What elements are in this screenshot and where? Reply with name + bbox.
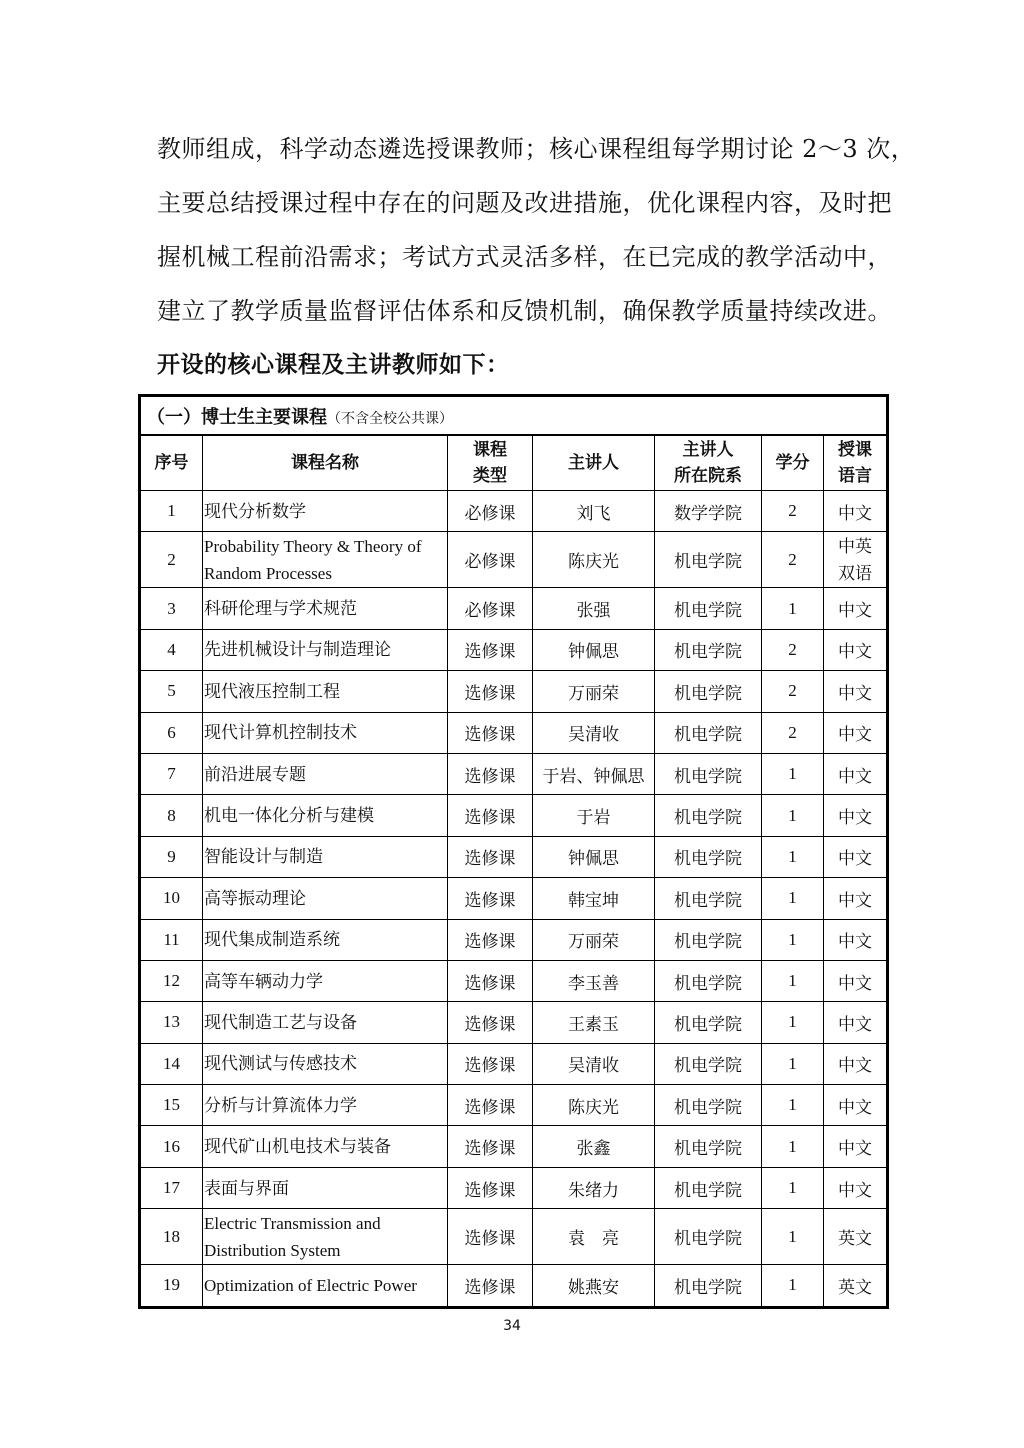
- course-type: 必修课: [448, 532, 533, 588]
- department: 数学学院: [655, 491, 762, 532]
- row-number: 11: [140, 919, 203, 960]
- column-header-line: 语言: [838, 466, 872, 486]
- course-type: 选修课: [448, 836, 533, 877]
- course-name: 科研伦理与学术规范: [203, 588, 448, 629]
- course-type: 选修课: [448, 878, 533, 919]
- course-name: 高等振动理论: [203, 878, 448, 919]
- body-paragraph: [157, 122, 916, 392]
- row-number: 1: [140, 491, 203, 532]
- column-header-line: 类型: [473, 466, 507, 486]
- course-name: 前沿进展专题: [203, 753, 448, 794]
- course-name: 高等车辆动力学: [203, 960, 448, 1001]
- table-row: [140, 588, 888, 629]
- lecturer: 吴清收: [533, 712, 655, 753]
- course-type: 选修课: [448, 1126, 533, 1167]
- column-header-line: 授课: [838, 440, 872, 460]
- course-name: 现代计算机控制技术: [203, 712, 448, 753]
- language: 英文: [824, 1265, 888, 1307]
- table-title: [140, 396, 888, 436]
- language: 中文: [824, 671, 888, 712]
- lecturer: 李玉善: [533, 960, 655, 1001]
- row-number: 6: [140, 712, 203, 753]
- row-number: 19: [140, 1265, 203, 1307]
- course-name: 分析与计算流体力学: [203, 1085, 448, 1126]
- row-number: 3: [140, 588, 203, 629]
- row-number: 15: [140, 1085, 203, 1126]
- column-header-line: 序号: [154, 453, 189, 473]
- lecturer: 张鑫: [533, 1126, 655, 1167]
- paragraph-line: 主要总结授课过程中存在的问题及改进措施，优化课程内容，及时把: [157, 189, 892, 217]
- table-row: [140, 1043, 888, 1084]
- column-header: [448, 435, 533, 491]
- column-header: [824, 435, 888, 491]
- lecturer: 钟佩思: [533, 629, 655, 670]
- credits: 1: [762, 878, 824, 919]
- lecturer: 王素玉: [533, 1002, 655, 1043]
- credits: 2: [762, 712, 824, 753]
- language: 中文: [824, 1085, 888, 1126]
- language: 中文: [824, 836, 888, 877]
- table-row: [140, 960, 888, 1001]
- department: 机电学院: [655, 919, 762, 960]
- department: 机电学院: [655, 960, 762, 1001]
- table-row: [140, 1002, 888, 1043]
- table-row: [140, 629, 888, 670]
- course-name: 表面与界面: [203, 1167, 448, 1208]
- language: 中文: [824, 712, 888, 753]
- lecturer: 万丽荣: [533, 671, 655, 712]
- course-type: 选修课: [448, 1043, 533, 1084]
- lecturer: 袁 亮: [533, 1209, 655, 1265]
- department: 机电学院: [655, 836, 762, 877]
- language: 中文: [824, 1043, 888, 1084]
- credits: 1: [762, 588, 824, 629]
- credits: 1: [762, 1002, 824, 1043]
- row-number: 4: [140, 629, 203, 670]
- row-number: 9: [140, 836, 203, 877]
- course-name: 智能设计与制造: [203, 836, 448, 877]
- course-type: 选修课: [448, 795, 533, 836]
- credits: 1: [762, 919, 824, 960]
- table-row: [140, 491, 888, 532]
- table-row: [140, 1085, 888, 1126]
- row-number: 5: [140, 671, 203, 712]
- course-type: 必修课: [448, 588, 533, 629]
- table-row: [140, 1209, 888, 1265]
- course-type: 选修课: [448, 712, 533, 753]
- credits: 1: [762, 836, 824, 877]
- department: 机电学院: [655, 629, 762, 670]
- table-row: [140, 532, 888, 588]
- language: 中文: [824, 1002, 888, 1043]
- lecturer: 于岩、钟佩思: [533, 753, 655, 794]
- department: 机电学院: [655, 588, 762, 629]
- language: 中文: [824, 753, 888, 794]
- language: 英文: [824, 1209, 888, 1265]
- course-table: [138, 394, 889, 1309]
- course-type: 选修课: [448, 1167, 533, 1208]
- department: 机电学院: [655, 1209, 762, 1265]
- department: 机电学院: [655, 878, 762, 919]
- department: 机电学院: [655, 712, 762, 753]
- course-type: 选修课: [448, 1265, 533, 1307]
- paragraph-line: 教师组成，科学动态遴选授课教师；核心课程组每学期讨论 2～3 次，: [157, 135, 916, 163]
- row-number: 13: [140, 1002, 203, 1043]
- row-number: 7: [140, 753, 203, 794]
- course-name: 现代分析数学: [203, 491, 448, 532]
- page-number: 34: [503, 1318, 521, 1334]
- paragraph-line: 建立了教学质量监督评估体系和反馈机制，确保教学质量持续改进。: [157, 297, 892, 325]
- row-number: 12: [140, 960, 203, 1001]
- table-row: [140, 836, 888, 877]
- course-type: 选修课: [448, 919, 533, 960]
- department: 机电学院: [655, 753, 762, 794]
- credits: 1: [762, 1167, 824, 1208]
- table-row: [140, 878, 888, 919]
- table-header-row: [140, 435, 888, 491]
- department: 机电学院: [655, 1002, 762, 1043]
- lecturer: 刘飞: [533, 491, 655, 532]
- course-type: 选修课: [448, 1209, 533, 1265]
- course-type: 选修课: [448, 960, 533, 1001]
- lecturer: 韩宝坤: [533, 878, 655, 919]
- language: 中文: [824, 588, 888, 629]
- language: 中文: [824, 795, 888, 836]
- lecturer: 张强: [533, 588, 655, 629]
- credits: 1: [762, 1209, 824, 1265]
- column-header: [655, 435, 762, 491]
- language: 中文: [824, 629, 888, 670]
- column-header-line: 课程: [473, 440, 507, 460]
- column-header: [140, 435, 203, 491]
- course-name: 先进机械设计与制造理论: [203, 629, 448, 670]
- credits: 2: [762, 671, 824, 712]
- language: 中文: [824, 491, 888, 532]
- column-header-line: 主讲人: [568, 453, 619, 473]
- table-title-text: （一）博士生主要课程: [147, 406, 327, 428]
- row-number: 17: [140, 1167, 203, 1208]
- department: 机电学院: [655, 1265, 762, 1307]
- department: 机电学院: [655, 671, 762, 712]
- language: 中文: [824, 878, 888, 919]
- credits: 2: [762, 491, 824, 532]
- table-row: [140, 1265, 888, 1307]
- course-type: 选修课: [448, 671, 533, 712]
- lecturer: 万丽荣: [533, 919, 655, 960]
- credits: 1: [762, 1265, 824, 1307]
- table-row: [140, 919, 888, 960]
- lecturer: 陈庆光: [533, 1085, 655, 1126]
- credits: 1: [762, 1085, 824, 1126]
- course-type: 选修课: [448, 1002, 533, 1043]
- course-name: 现代测试与传感技术: [203, 1043, 448, 1084]
- table-row: [140, 712, 888, 753]
- row-number: 16: [140, 1126, 203, 1167]
- course-name: 现代矿山机电技术与装备: [203, 1126, 448, 1167]
- table-row: [140, 795, 888, 836]
- course-type: 必修课: [448, 491, 533, 532]
- credits: 1: [762, 960, 824, 1001]
- column-header-line: 课程名称: [291, 453, 359, 473]
- credits: 1: [762, 753, 824, 794]
- department: 机电学院: [655, 1043, 762, 1084]
- lecturer: 姚燕安: [533, 1265, 655, 1307]
- credits: 2: [762, 629, 824, 670]
- table-title-row: [140, 396, 888, 436]
- column-header: [203, 435, 448, 491]
- department: 机电学院: [655, 1167, 762, 1208]
- row-number: 2: [140, 532, 203, 588]
- lecturer: 于岩: [533, 795, 655, 836]
- column-header: [762, 435, 824, 491]
- department: 机电学院: [655, 1085, 762, 1126]
- course-type: 选修课: [448, 753, 533, 794]
- course-type: 选修课: [448, 629, 533, 670]
- table-title-note: （不含全校公共课）: [327, 411, 453, 427]
- row-number: 14: [140, 1043, 203, 1084]
- department: 机电学院: [655, 795, 762, 836]
- course-name: 机电一体化分析与建模: [203, 795, 448, 836]
- lecturer: 陈庆光: [533, 532, 655, 588]
- credits: 1: [762, 795, 824, 836]
- section-heading: 开设的核心课程及主讲教师如下：: [157, 352, 510, 378]
- column-header-line: 所在院系: [674, 466, 742, 486]
- paragraph-line: 握机械工程前沿需求；考试方式灵活多样，在已完成的教学活动中，: [157, 243, 892, 271]
- language: 中文: [824, 1126, 888, 1167]
- course-name: 现代液压控制工程: [203, 671, 448, 712]
- table-row: [140, 753, 888, 794]
- column-header-line: 主讲人: [682, 440, 734, 460]
- table-row: [140, 1126, 888, 1167]
- column-header-line: 学分: [775, 453, 810, 473]
- lecturer: 朱绪力: [533, 1167, 655, 1208]
- course-name: Probability Theory & Theory of Random Processes: [203, 532, 448, 588]
- credits: 1: [762, 1043, 824, 1084]
- course-name: Electric Transmission and Distribution System: [203, 1209, 448, 1265]
- course-name: 现代集成制造系统: [203, 919, 448, 960]
- course-name: 现代制造工艺与设备: [203, 1002, 448, 1043]
- language: 中英双语: [824, 532, 888, 588]
- table-row: [140, 671, 888, 712]
- row-number: 8: [140, 795, 203, 836]
- credits: 1: [762, 1126, 824, 1167]
- department: 机电学院: [655, 1126, 762, 1167]
- department: 机电学院: [655, 532, 762, 588]
- lecturer: 钟佩思: [533, 836, 655, 877]
- row-number: 10: [140, 878, 203, 919]
- column-header: [533, 435, 655, 491]
- row-number: 18: [140, 1209, 203, 1265]
- table-row: [140, 1167, 888, 1208]
- credits: 2: [762, 532, 824, 588]
- language: 中文: [824, 960, 888, 1001]
- course-name: Optimization of Electric Power: [203, 1265, 448, 1307]
- language: 中文: [824, 919, 888, 960]
- language: 中文: [824, 1167, 888, 1208]
- lecturer: 吴清收: [533, 1043, 655, 1084]
- course-type: 选修课: [448, 1085, 533, 1126]
